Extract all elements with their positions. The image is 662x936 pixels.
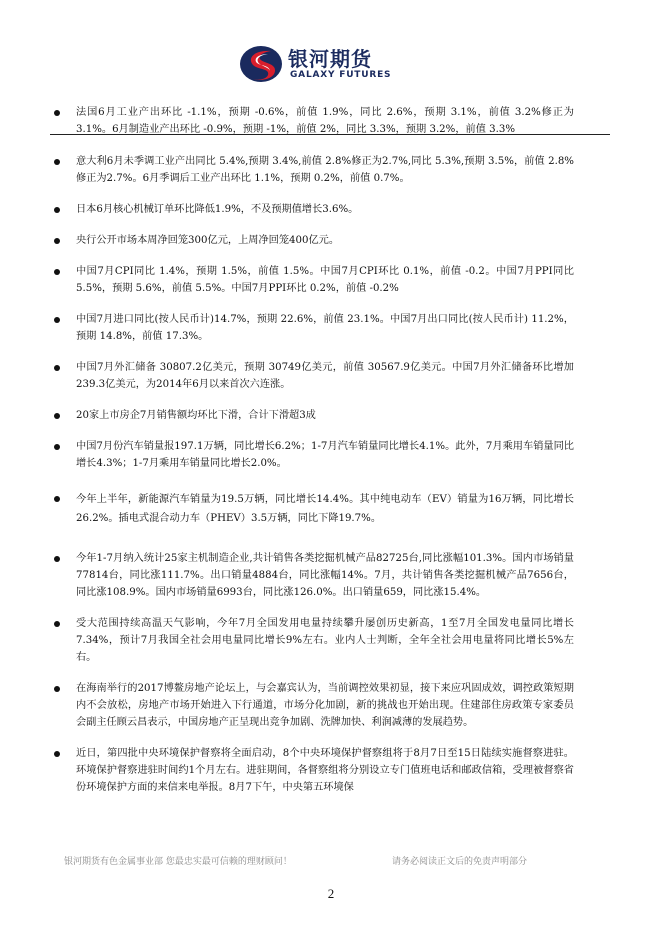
bullet-icon (54, 413, 60, 419)
news-item (54, 615, 574, 666)
news-item (54, 263, 574, 297)
news-item-text: 在海南举行的2017博鳌房地产论坛上，与会嘉宾认为，当前调控效果初显，接下来应巩固成效，调控政策短期内不会放松，房地产市场开始进入下行通道，市场分化加剧，新的挑战也开始出现。住建部住房政策专家委员会副主任顾云昌表示，中国房地产正呈现出竞争加剧、洗牌加快、利润减薄的发展趋势。 (76, 683, 574, 728)
news-item (54, 311, 574, 345)
page-header (0, 40, 662, 96)
bullet-icon (54, 496, 60, 502)
news-item (54, 438, 574, 472)
bullet-icon (54, 444, 60, 450)
news-item-text: 今年1-7月纳入统计25家主机制造企业,共计销售各类挖掘机械产品82725台,同比涨幅101.3%。国内市场销量77814台，同比涨111.7%。出口销量4884台，同比涨幅14%。7月，共计销售各类挖掘机械产品7656台，同比涨108.9%。国内市场销量6993台，同比涨126.0%。出口销量659，同比涨15.4%。 (76, 553, 574, 598)
galaxy-logo-icon (238, 44, 284, 84)
bullet-icon (54, 751, 60, 757)
brand-name-cn: 银河期货 (288, 47, 372, 71)
news-item (54, 153, 574, 187)
news-item-text: 中国7月进口同比(按人民币计)14.7%，预期 22.6%，前值 23.1%。中国7月出口同比(按人民币计) 11.2%，预期 14.8%，前值 17.3%。 (76, 314, 574, 342)
footer-disclaimer-note: 请务必阅读正文后的免责声明部分 (392, 857, 528, 867)
news-item (54, 201, 574, 218)
bullet-icon (54, 556, 60, 562)
news-item (54, 407, 574, 424)
news-item-text: 20家上市房企7月销售额均环比下滑，合计下滑超3成 (76, 410, 316, 421)
news-item-text: 日本6月核心机械订单环比降低1.9%，不及预期值增长3.6%。 (76, 204, 359, 215)
news-item-text: 中国7月外汇储备 30807.2亿美元，预期 30749亿美元，前值 30567.9亿美元。中国7月外汇储备环比增加 239.3亿美元，为2014年6月以来首次六连涨。 (76, 362, 574, 390)
news-item (54, 745, 574, 796)
news-item-text: 中国7月CPI同比 1.4%，预期 1.5%，前值 1.5%。中国7月CPI环比 0.1%，前值 -0.2。中国7月PPI同比 5.5%，预期 5.6%，前值 5.5%。中国7月PPI环比 0.2%，前值 -0.2% (76, 266, 574, 294)
news-item-text: 近日，第四批中央环境保护督察将全面启动，8个中央环境保护督察组将于8月7日至15日陆续实施督察进驻。环境保护督察进驻时间约1个月左右。进驻期间，各督察组将分别设立专门值班电话和邮政信箱，受理被督察省份环境保护方面的来信来电举报。8月7下午，中央第五环境保 (76, 748, 574, 793)
bullet-icon (54, 269, 60, 275)
bullet-icon (54, 207, 60, 213)
news-list (54, 104, 574, 796)
bullet-icon (54, 110, 60, 116)
bullet-icon (54, 365, 60, 371)
bullet-icon (54, 238, 60, 244)
news-item-text: 法国6月工业产出环比 -1.1%，预期 -0.6%，前值 1.9%，同比 2.6%，预期 3.1%，前值 3.2%修正为3.1%。6月制造业产出环比 -0.9%，预期 -1%，前值 2%，同比 3.3%，预期 3.2%，前值 3.3% (76, 107, 574, 135)
news-item (54, 550, 574, 601)
brand-name-en: GALAXY FUTURES (290, 70, 392, 80)
bullet-icon (54, 621, 60, 627)
news-item (54, 680, 574, 731)
news-item-text: 受大范围持续高温天气影响，今年7月全国发用电量持续攀升屡创历史新高，1至7月全国发电量同比增长7.34%，预计7月我国全社会用电量同比增长9%左右。业内人士判断，全年全社会用电量将同比增长5%左右。 (76, 618, 574, 663)
news-item (54, 359, 574, 393)
news-item (54, 104, 574, 138)
page-number: 2 (327, 886, 335, 901)
bullet-icon (54, 686, 60, 692)
bullet-icon (54, 159, 60, 165)
news-item-text: 今年上半年，新能源汽车销量为19.5万辆，同比增长14.4%。其中纯电动车（EV）销量为16万辆，同比增长26.2%。插电式混合动力车（PHEV）3.5万辆，同比下降19.7%。 (76, 494, 574, 524)
news-item-text: 央行公开市场本周净回笼300亿元，上周净回笼400亿元。 (76, 235, 340, 246)
news-item (54, 232, 574, 249)
news-item-text: 中国7月份汽车销量报197.1万辆，同比增长6.2%；1-7月汽车销量同比增长4.1%。此外，7月乘用车销量同比增长4.3%；1-7月乘用车销量同比增长2.0%。 (76, 441, 574, 469)
galaxy-futures-logo (238, 40, 418, 90)
footer-slogan: 银河期货有色金属事业部 您最忠实最可信赖的理财顾问！ (64, 857, 292, 867)
bullet-icon (54, 317, 60, 323)
news-item (54, 490, 574, 528)
news-item-text: 意大利6月未季调工业产出同比 5.4%,预期 3.4%,前值 2.8%修正为2.7%,同比 5.3%,预期 3.5%，前值 2.8%修正为2.7%。6月季调后工业产出环比 1.1%，预期 0.2%，前值 0.7%。 (76, 156, 574, 184)
